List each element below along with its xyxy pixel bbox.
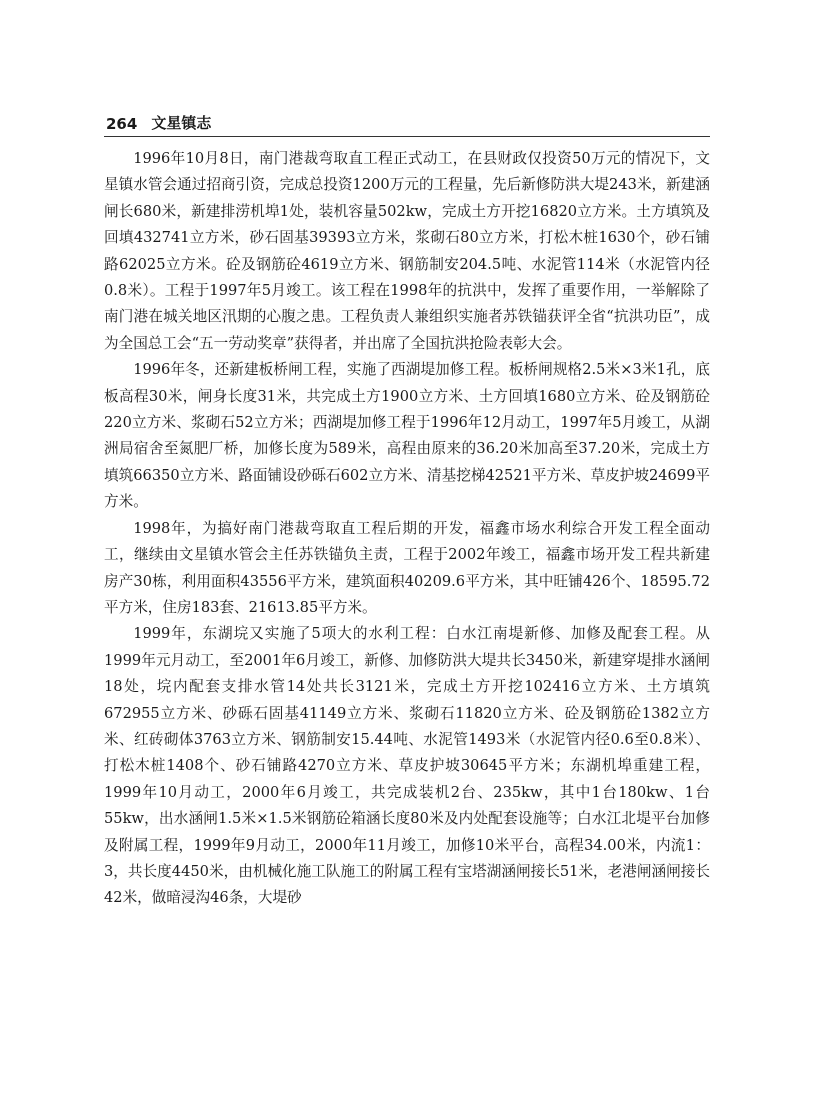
book-title: 文星镇志 <box>151 114 212 132</box>
paragraph-banqiao-sluice: 1996年冬，还新建板桥闸工程，实施了西湖堤加修工程。板桥闸规格2.5米×3米1孔，底板高程30米，闸身长度31米，共完成土方1900立方米、土方回填1680立方米、砼及钢筋砼220立方米、浆砌石52立方米；西湖堤加修工程于1996年12月动工，1997年5月竣工，从湖洲局宿舍至氮肥厂桥，加修长度为589米，高程由原来的36.20米加高至37.20米，完成土方填筑66350立方米、路面铺设砂砾石602立方米、清基挖梯42521平方米、草皮护坡24699平方米。 <box>104 361 710 511</box>
paragraph-nanmengang-project: 1996年10月8日，南门港裁弯取直工程正式动工，在县财政仅投资50万元的情况下，文星镇水管会通过招商引资，完成总投资1200万元的工程量，先后新修防洪大堤243米，新建涵闸长680米，新建排涝机埠1处，装机容量502kw，完成土方开挖16820立方米。土方填筑及回填432741立方米，砂石固基39393立方米，浆砌石80立方米，打松木桩1630个，砂石铺路62025立方米。砼及钢筋砼4619立方米、钢筋制安204.5吨、水泥管114米（水泥管内径0.8米）。工程于1997年5月竣工。该工程在1998年的抗洪中，发挥了重要作用，一举解除了南门港在城关地区汛期的心腹之患。工程负责人兼组织实施者苏铁锚获评全省“抗洪功臣”，成为全国总工会“五一劳动奖章”获得者，并出席了全国抗洪抢险表彰大会。 <box>104 150 710 352</box>
running-header <box>104 112 710 137</box>
paragraph-fuxin-market: 1998年，为搞好南门港裁弯取直工程后期的开发，福鑫市场水利综合开发工程全面动工，继续由文星镇水管会主任苏铁锚负主责，工程于2002年竣工，福鑫市场开发工程共新建房产30栋，利用面积43556平方米，建筑面积40209.6平方米，其中旺铺426个、18595.72平方米，住房183套、21613.85平方米。 <box>104 519 710 616</box>
body-text <box>104 146 710 912</box>
page-number: 264 <box>106 115 138 133</box>
paragraph-donghu-projects: 1999年，东湖垸又实施了5项大的水利工程：白水江南堤新修、加修及配套工程。从1999年元月动工，至2001年6月竣工，新修、加修防洪大堤共长3450米，新建穿堤排水涵闸18处，垸内配套支排水管14处共长3121米，完成土方开挖102416立方米、土方填筑672955立方米、砂砾石固基41149立方米、浆砌石11820立方米、砼及钢筋砼1382立方米、红砖砌体3763立方米、钢筋制安15.44吨、水泥管1493米（水泥管内径0.6至0.8米）、打松木桩1408个、砂石铺路4270立方米、草皮护坡30645平方米；东湖机埠重建工程，1999年10月动工，2000年6月竣工，共完成装机2台、235kw，其中1台180kw、1台55kw，出水涵闸1.5米×1.5米钢筋砼箱涵长度80米及内处配套设施等；白水江北堤平台加修及附属工程，1999年9月动工，2000年11月竣工，加修10米平台，高程34.00米，内流1：3，共长度4450米，由机械化施工队施工的附属工程有宝塔湖涵闸接长51米，老港闸涵闸接长42米，做暗浸沟46条，大堤砂 <box>104 625 710 907</box>
